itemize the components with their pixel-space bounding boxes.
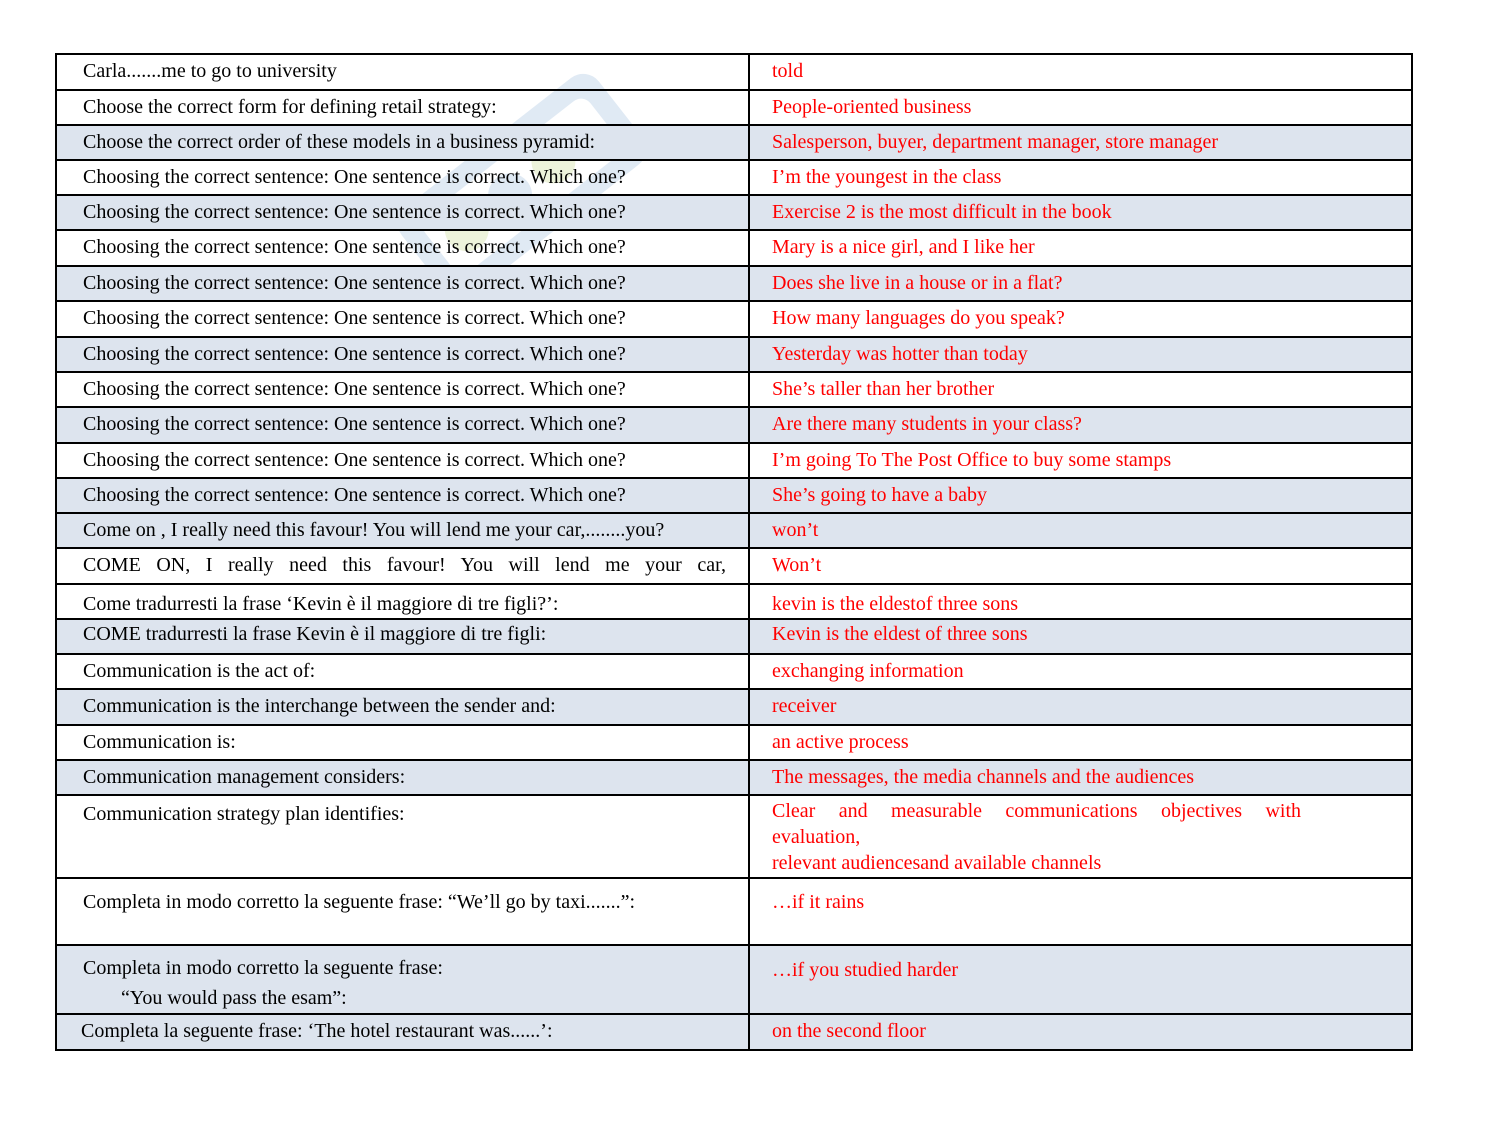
table-row — [56, 945, 1412, 1014]
question-cell: COME ON, I really need this favour! You will lend me your car, — [56, 548, 749, 584]
question-cell: Choosing the correct sentence: One sentence is correct. Which one? — [56, 230, 749, 266]
question-cell: Choose the correct form for defining retail strategy: — [56, 90, 749, 125]
answer-line: Clear and measurable communications objectives with evaluation, — [772, 800, 1301, 848]
table-row — [56, 90, 1412, 125]
table-row — [56, 689, 1412, 725]
question-cell: Carla.......me to go to university — [56, 54, 749, 90]
answer-cell: kevin is the eldestof three sons — [749, 584, 1412, 619]
answer-cell: I’m going To The Post Office to buy some stamps — [749, 443, 1412, 478]
table-row — [56, 372, 1412, 407]
table-row — [56, 760, 1412, 795]
answer-cell: Exercise 2 is the most difficult in the book — [749, 195, 1412, 230]
question-cell: Choosing the correct sentence: One sentence is correct. Which one? — [56, 407, 749, 443]
answer-cell: She’s taller than her brother — [749, 372, 1412, 407]
question-cell: Come tradurresti la frase ‘Kevin è il maggiore di tre figli?’: — [56, 584, 749, 619]
answer-cell: …if it rains — [749, 878, 1412, 945]
answer-line: relevant audiencesand available channels — [772, 852, 1102, 874]
question-cell: Communication is: — [56, 725, 749, 760]
answer-cell — [749, 795, 1412, 878]
table-row — [56, 230, 1412, 266]
question-cell: Choosing the correct sentence: One sentence is correct. Which one? — [56, 337, 749, 372]
answer-cell: Does she live in a house or in a flat? — [749, 266, 1412, 301]
answer-cell: Kevin is the eldest of three sons — [749, 619, 1412, 654]
table-row — [56, 513, 1412, 548]
answer-cell: …if you studied harder — [749, 945, 1412, 1014]
answer-cell: Are there many students in your class? — [749, 407, 1412, 443]
table-row — [56, 195, 1412, 230]
answer-cell: The messages, the media channels and the audiences — [749, 760, 1412, 795]
answer-cell: How many languages do you speak? — [749, 301, 1412, 337]
table-row — [56, 160, 1412, 195]
table-row — [56, 478, 1412, 513]
question-cell: Choosing the correct sentence: One sentence is correct. Which one? — [56, 266, 749, 301]
answer-cell: an active process — [749, 725, 1412, 760]
question-cell: Choosing the correct sentence: One sentence is correct. Which one? — [56, 372, 749, 407]
answer-cell: Salesperson, buyer, department manager, store manager — [749, 125, 1412, 160]
question-cell: Communication strategy plan identifies: — [56, 795, 749, 878]
question-cell: Completa in modo corretto la seguente frase: “We’ll go by taxi.......”: — [56, 878, 749, 945]
answer-cell: on the second floor — [749, 1014, 1412, 1050]
answer-cell: receiver — [749, 689, 1412, 725]
question-cell: Come on , I really need this favour! You will lend me your car,........you? — [56, 513, 749, 548]
question-cell: Completa la seguente frase: ‘The hotel restaurant was......’: — [56, 1014, 749, 1050]
question-line: “You would pass the esam”: — [121, 987, 347, 1009]
question-cell: Choosing the correct sentence: One sentence is correct. Which one? — [56, 301, 749, 337]
answer-cell: People-oriented business — [749, 90, 1412, 125]
table-row — [56, 407, 1412, 443]
table-row — [56, 795, 1412, 878]
table-row — [56, 1014, 1412, 1050]
table-row — [56, 443, 1412, 478]
table-row — [56, 125, 1412, 160]
question-cell: Communication management considers: — [56, 760, 749, 795]
table-row — [56, 878, 1412, 945]
question-cell: Communication is the interchange between the sender and: — [56, 689, 749, 725]
answer-cell: I’m the youngest in the class — [749, 160, 1412, 195]
answer-cell: Mary is a nice girl, and I like her — [749, 230, 1412, 266]
table-row — [56, 301, 1412, 337]
table-row — [56, 584, 1412, 619]
answer-cell: won’t — [749, 513, 1412, 548]
table-row — [56, 725, 1412, 760]
question-cell: COME tradurresti la frase Kevin è il maggiore di tre figli: — [56, 619, 749, 654]
table-row — [56, 619, 1412, 654]
question-cell: Choose the correct order of these models in a business pyramid: — [56, 125, 749, 160]
table-row — [56, 337, 1412, 372]
table-row — [56, 548, 1412, 584]
table-row — [56, 266, 1412, 301]
question-cell: Communication is the act of: — [56, 654, 749, 689]
question-cell: Choosing the correct sentence: One sentence is correct. Which one? — [56, 478, 749, 513]
answer-cell: She’s going to have a baby — [749, 478, 1412, 513]
question-line: Completa in modo corretto la seguente frase: — [83, 957, 443, 979]
answer-cell: Yesterday was hotter than today — [749, 337, 1412, 372]
answer-cell: exchanging information — [749, 654, 1412, 689]
answer-cell: Won’t — [749, 548, 1412, 584]
answer-cell: told — [749, 54, 1412, 90]
qa-table — [55, 53, 1413, 1051]
question-cell: Choosing the correct sentence: One sentence is correct. Which one? — [56, 160, 749, 195]
table-row — [56, 54, 1412, 90]
question-cell: Choosing the correct sentence: One sentence is correct. Which one? — [56, 443, 749, 478]
table-row — [56, 654, 1412, 689]
question-cell: Choosing the correct sentence: One sentence is correct. Which one? — [56, 195, 749, 230]
question-cell — [56, 945, 749, 1014]
